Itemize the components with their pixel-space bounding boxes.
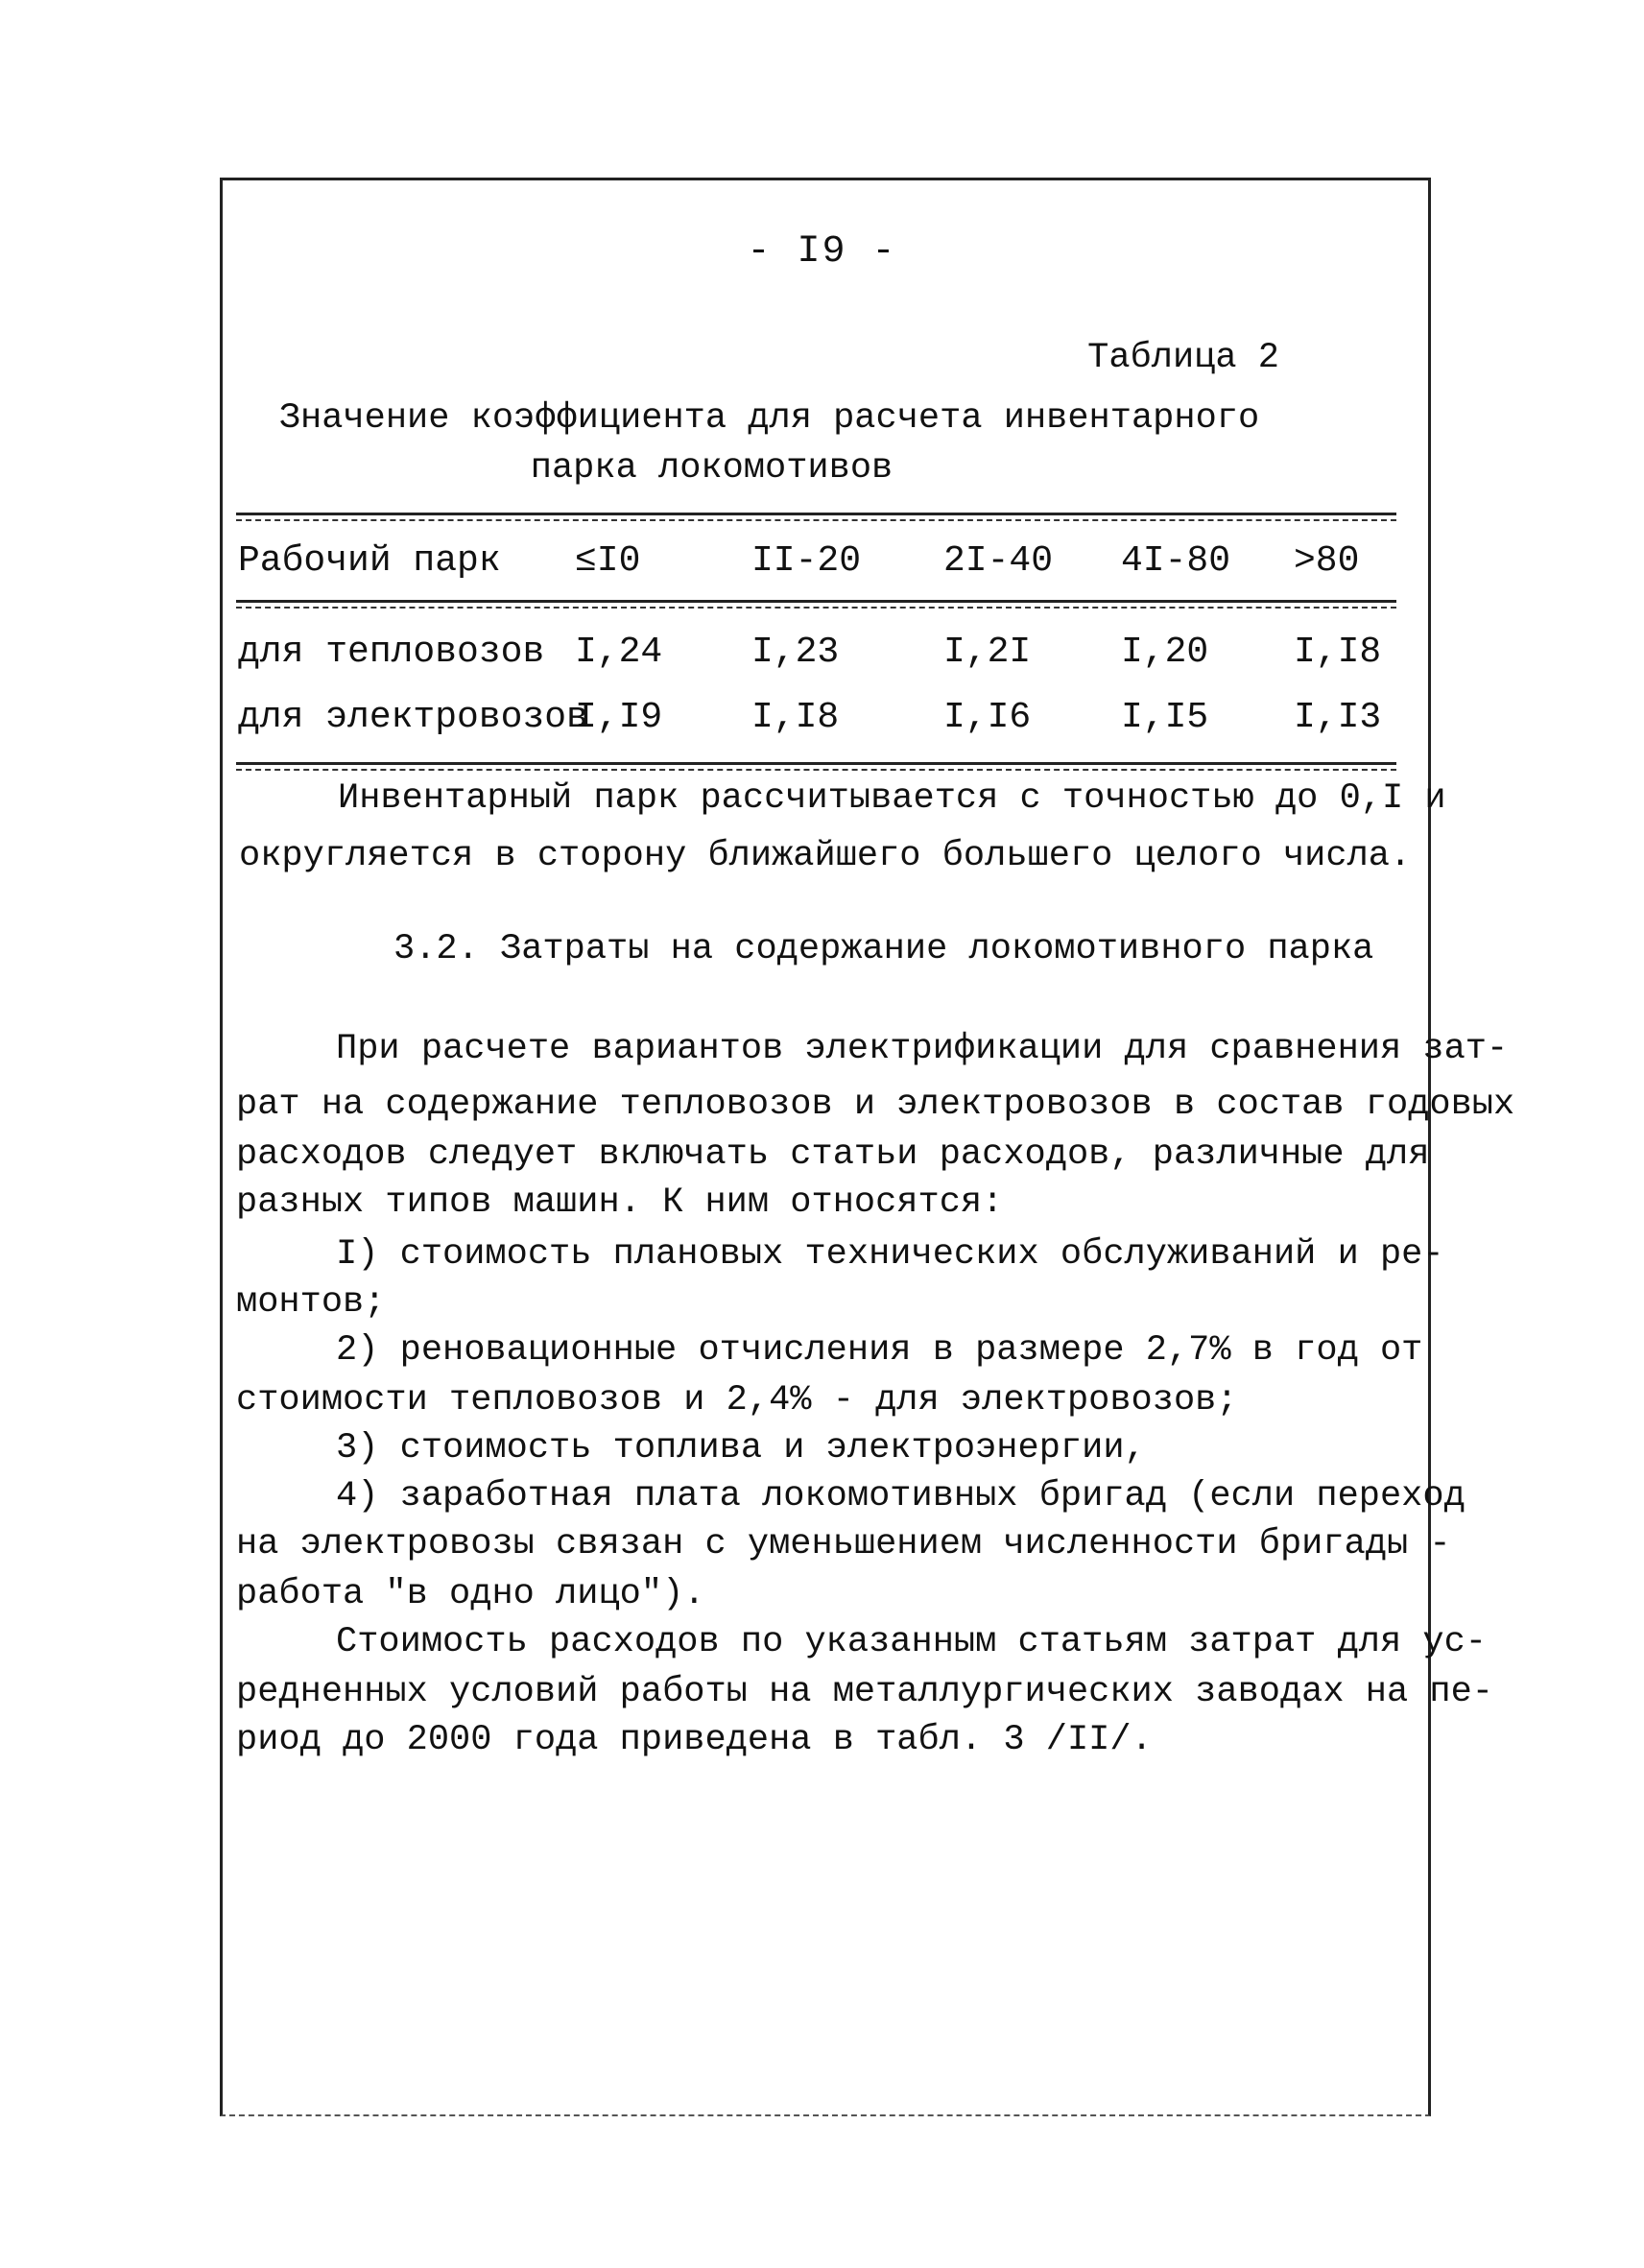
header-cell: II-20 bbox=[751, 540, 862, 582]
body-line: 2) реновационные отчисления в размере 2,7% в год от bbox=[336, 1330, 1423, 1371]
body-line: При расчете вариантов электрификации для сравнения зат- bbox=[336, 1029, 1509, 1069]
table-cell: I,24 bbox=[575, 632, 663, 673]
body-line: I) стоимость плановых технических обслуживаний и ре- bbox=[336, 1234, 1444, 1275]
body-line: разных типов машин. К ним относятся: bbox=[236, 1182, 1004, 1223]
table-title-line-1: Значение коэффициента для расчета инвентарного bbox=[278, 398, 1260, 439]
table-cell: I,I9 bbox=[575, 697, 663, 738]
header-cell: ≤I0 bbox=[575, 540, 641, 582]
note-line-2: округляется в сторону ближайшего большего целого числа. bbox=[239, 836, 1412, 876]
table-cell: I,2I bbox=[943, 632, 1032, 673]
table-title bbox=[0, 394, 1644, 493]
page-number: - I9 - bbox=[747, 230, 897, 274]
table-title-line-2: парка локомотивов bbox=[530, 448, 893, 489]
table-cell: I,I5 bbox=[1121, 697, 1209, 738]
table-row bbox=[236, 620, 1396, 685]
body-line: 3) стоимость топлива и электроэнергии, bbox=[336, 1428, 1146, 1468]
header-cell: Рабочий парк bbox=[238, 540, 501, 582]
header-cell: >80 bbox=[1294, 540, 1360, 582]
table-cell: I,I6 bbox=[943, 697, 1032, 738]
body-line: расходов следует включать статьи расходов, различные для bbox=[236, 1134, 1430, 1175]
section-heading: 3.2. Затраты на содержание локомотивного парка bbox=[393, 929, 1374, 969]
body-line: редненных условий работы на металлургических заводах на пе- bbox=[236, 1672, 1494, 1712]
table-header-row bbox=[236, 521, 1396, 600]
table-row bbox=[236, 685, 1396, 751]
table-label: Таблица 2 bbox=[1087, 338, 1279, 378]
table-bottom-rule bbox=[236, 762, 1396, 771]
body-line: монтов; bbox=[236, 1282, 386, 1323]
table-cell: для тепловозов bbox=[238, 632, 545, 673]
table-cell: I,I8 bbox=[1294, 632, 1382, 673]
note-line-1: Инвентарный парк рассчитывается с точностью до 0,I и bbox=[338, 778, 1446, 819]
body-line: 4) заработная плата локомотивных бригад (если переход bbox=[336, 1476, 1465, 1516]
body-line: Стоимость расходов по указанным статьям затрат для ус- bbox=[336, 1622, 1487, 1662]
body-line: на электровозы связан с уменьшением численности бригады - bbox=[236, 1524, 1451, 1564]
header-cell: 2I-40 bbox=[943, 540, 1054, 582]
body-line: работа "в одно лицо"). bbox=[236, 1574, 705, 1614]
body-line: риод до 2000 года приведена в табл. 3 /II/. bbox=[236, 1720, 1153, 1760]
table-header-rule bbox=[236, 600, 1396, 609]
table-cell: для электровозов bbox=[238, 697, 588, 738]
header-cell: 4I-80 bbox=[1121, 540, 1231, 582]
table-cell: I,I3 bbox=[1294, 697, 1382, 738]
body-line: стоимости тепловозов и 2,4% - для электровозов; bbox=[236, 1380, 1238, 1420]
body-line: рат на содержание тепловозов и электровозов в состав годовых bbox=[236, 1085, 1515, 1125]
table-cell: I,23 bbox=[751, 632, 840, 673]
coefficient-table bbox=[236, 513, 1396, 771]
table-cell: I,20 bbox=[1121, 632, 1209, 673]
table-cell: I,I8 bbox=[751, 697, 840, 738]
table-top-rule bbox=[236, 513, 1396, 521]
